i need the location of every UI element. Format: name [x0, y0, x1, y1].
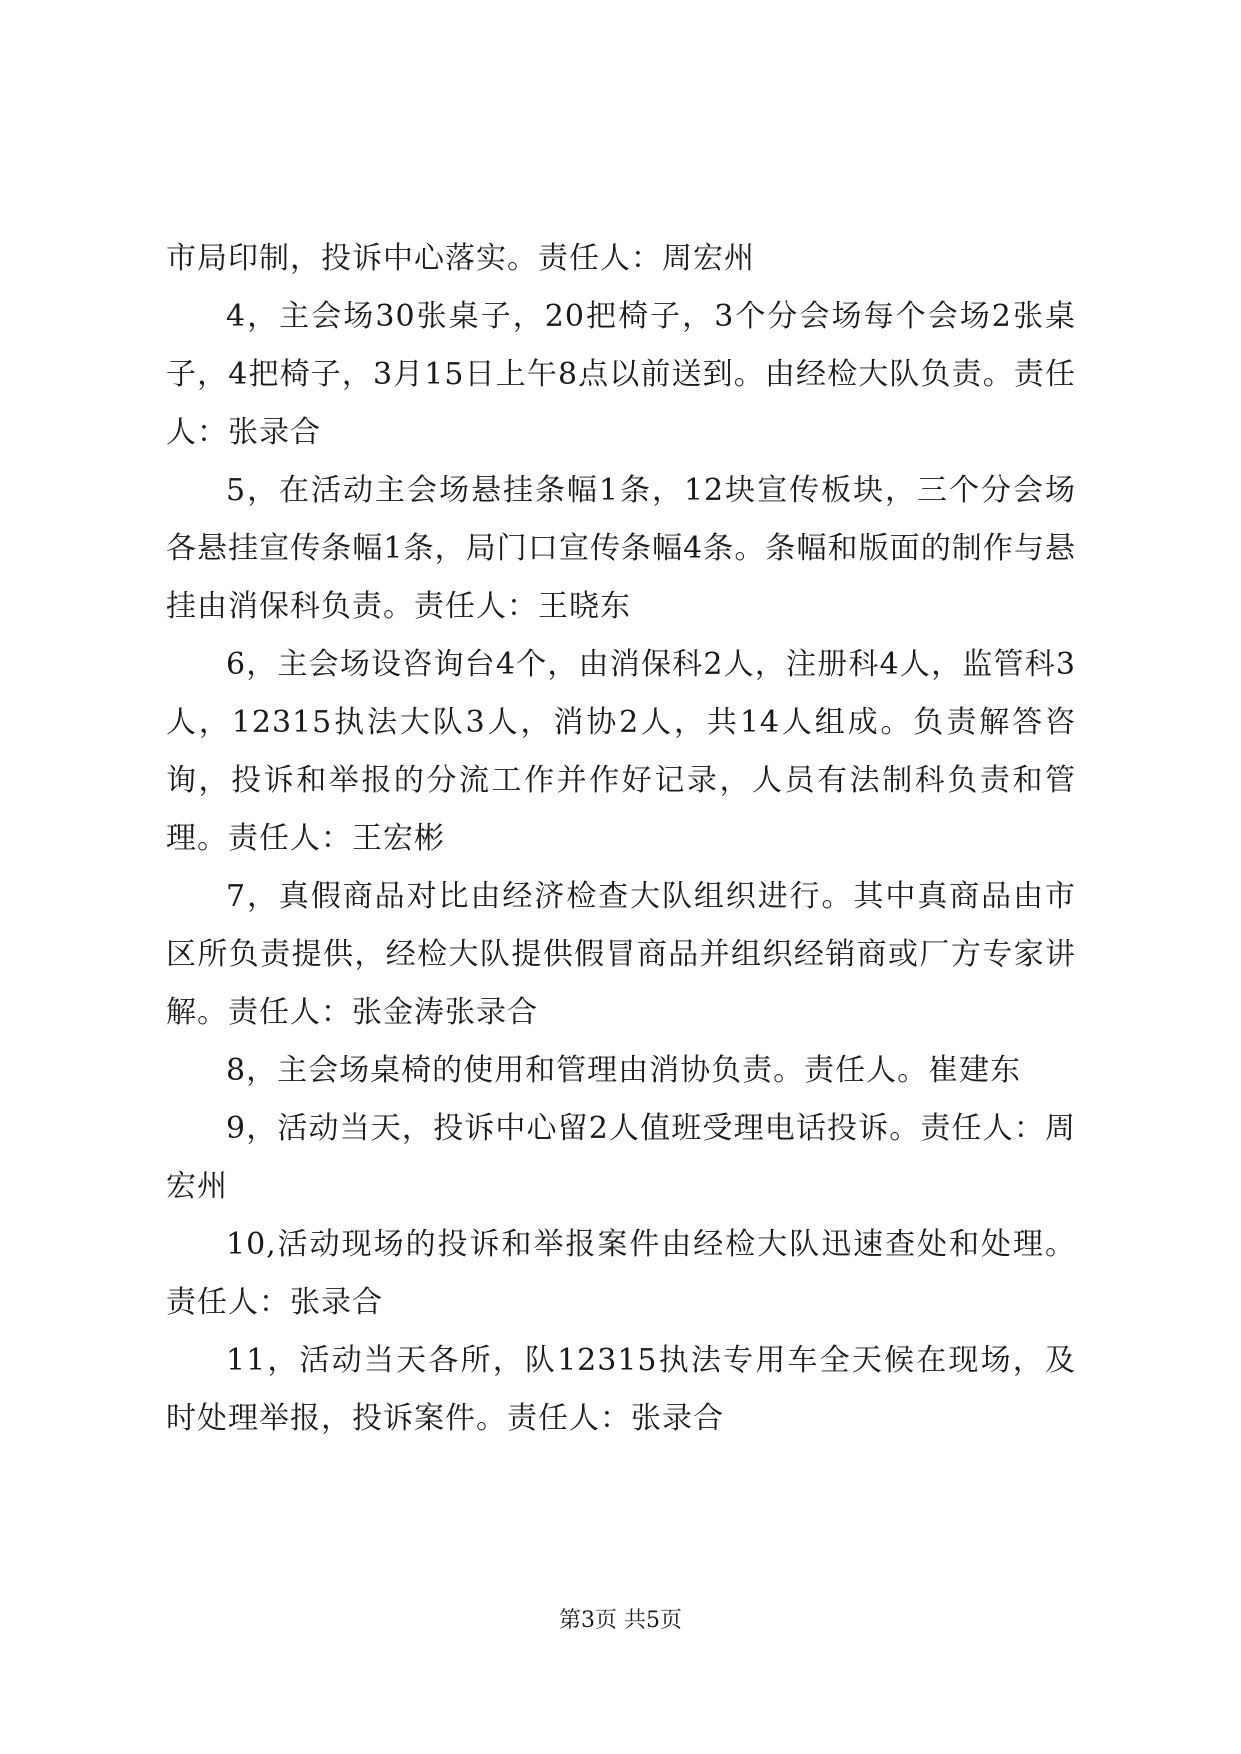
- paragraph: 6，主会场设咨询台4个，由消保科2人，注册科4人，监管科3人，12315执法大队3人，消协2人，共14人组成。负责解答咨询，投诉和举报的分流工作并作好记录，人员有法制科负责和管理。责任人：王宏彬: [166, 647, 1076, 856]
- page-number-footer: 第3页 共5页: [559, 1608, 682, 1633]
- paragraph: 11，活动当天各所，队12315执法专用车全天候在现场，及时处理举报，投诉案件。责任人：张录合: [166, 1343, 1076, 1436]
- document-body: [166, 230, 1076, 1448]
- paragraph: 4，主会场30张桌子，20把椅子，3个分会场每个会场2张桌子，4把椅子，3月15日上午8点以前送到。由经检大队负责。责任人：张录合: [166, 299, 1076, 450]
- paragraph: 市局印制，投诉中心落实。责任人：周宏州: [166, 241, 755, 276]
- paragraph: 9，活动当天，投诉中心留2人值班受理电话投诉。责任人：周宏州: [166, 1111, 1076, 1204]
- paragraph: 5，在活动主会场悬挂条幅1条，12块宣传板块，三个分会场各悬挂宣传条幅1条，局门口宣传条幅4条。条幅和版面的制作与悬挂由消保科负责。责任人：王晓东: [166, 473, 1076, 624]
- paragraph: 10,活动现场的投诉和举报案件由经检大队迅速查处和处理。责任人：张录合: [166, 1227, 1076, 1320]
- paragraph: 8，主会场桌椅的使用和管理由消协负责。责任人。崔建东: [226, 1053, 1022, 1088]
- paragraph: 7，真假商品对比由经济检查大队组织进行。其中真商品由市区所负责提供，经检大队提供假冒商品并组织经销商或厂方专家讲解。责任人：张金涛张录合: [166, 879, 1076, 1030]
